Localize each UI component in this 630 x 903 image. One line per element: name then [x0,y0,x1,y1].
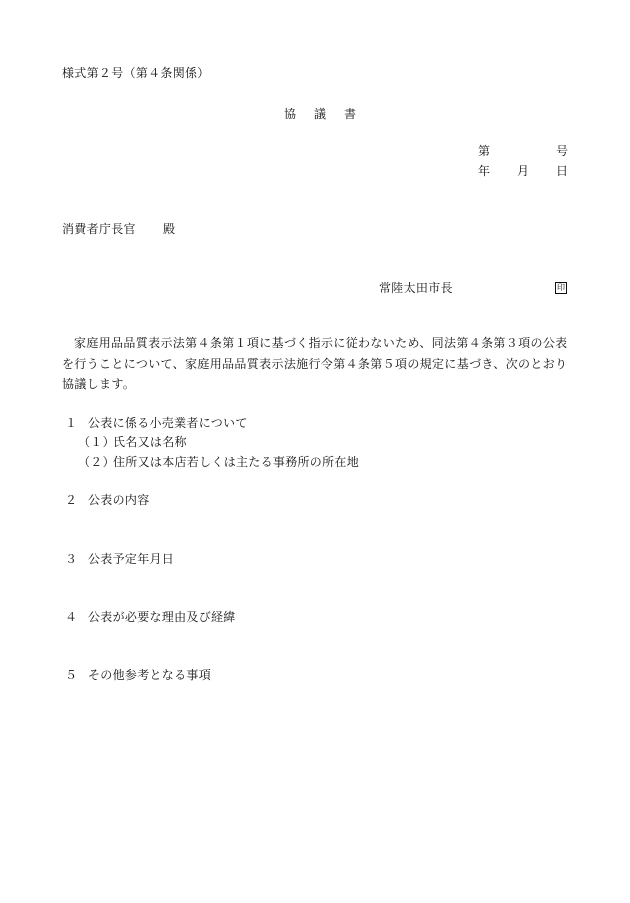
honorific: 殿 [163,222,176,236]
body-paragraph: 家庭用品品質表示法第４条第１項に基づく指示に従わないため、同法第４条第３項の公表を行うことについて、家庭用品品質表示法施行令第４条第５項の規定に基づき、次のとおり協議します。 [62,336,568,391]
item-number: １ [65,416,78,430]
subitem-label: 住所又は本店若しくは主たる事務所の所在地 [113,455,360,469]
form-number: 様式第２号（第４条関係） [62,66,210,80]
item-label: 公表の内容 [88,493,150,507]
sender-name: 常陸太田市長 [379,281,453,295]
subitem-label: 氏名又は名称 [113,435,187,449]
item-number: ３ [65,552,78,566]
date-year: 年 [478,164,491,178]
item-label: その他参考となる事項 [88,668,212,682]
doc-number-suffix: 号 [556,144,569,158]
item-number: ２ [65,493,78,507]
date-month: 月 [517,164,530,178]
subitem-number: （１） [78,435,115,449]
document-title: 協 議 書 [284,107,360,121]
seal-mark: 印 [557,283,565,292]
subitem-number: （２） [78,455,115,469]
doc-number-prefix: 第 [478,144,491,158]
date-day: 日 [556,164,569,178]
item-label: 公表に係る小売業者について [88,416,248,430]
item-number: ４ [65,610,78,624]
addressee: 消費者庁長官 [62,222,136,236]
item-label: 公表予定年月日 [88,552,175,566]
item-label: 公表が必要な理由及び経緯 [88,610,236,624]
item-number: ５ [65,668,78,682]
